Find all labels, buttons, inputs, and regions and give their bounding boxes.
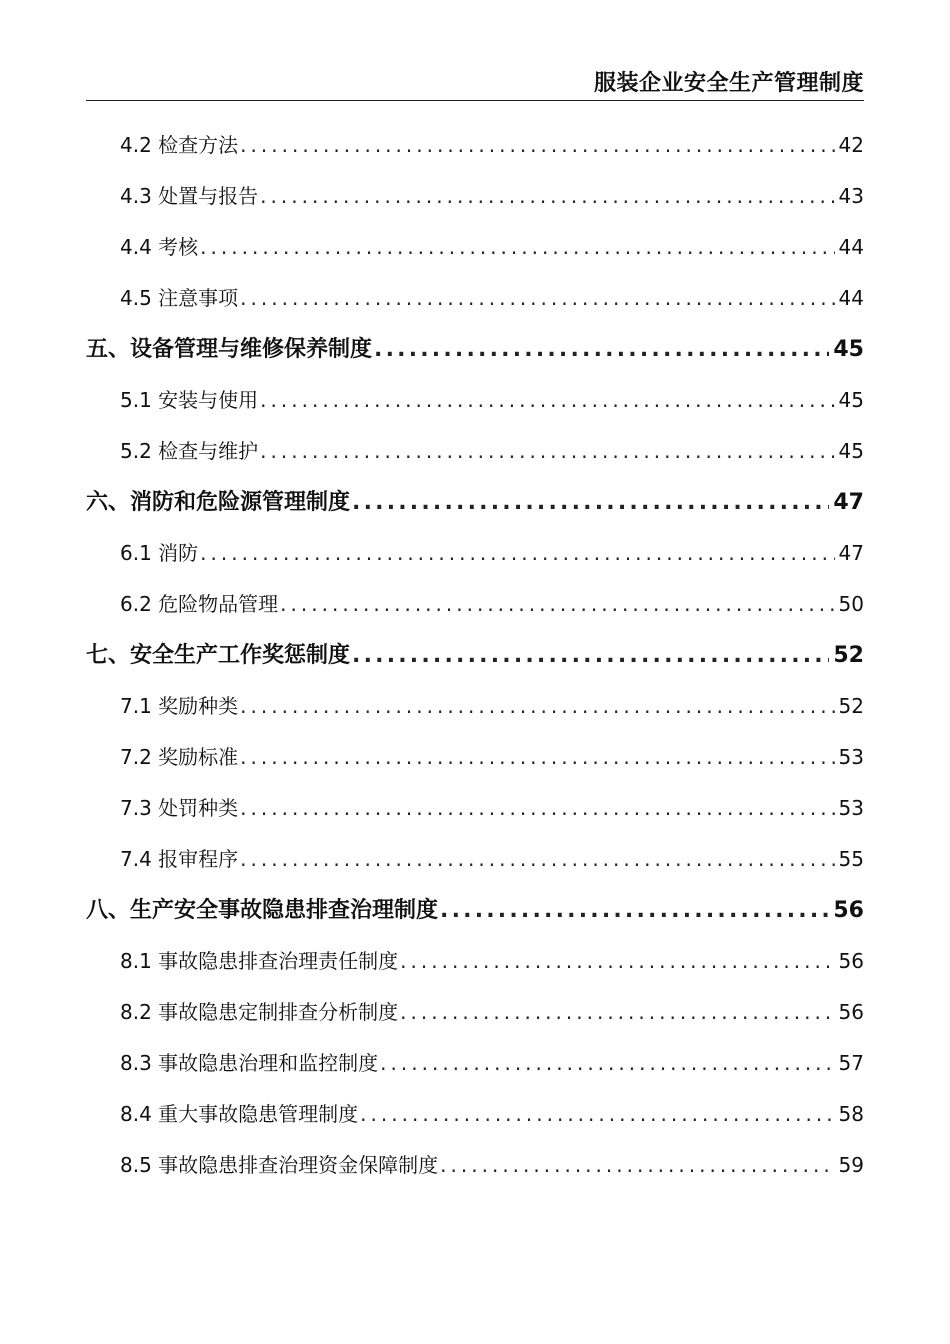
toc-dot-leader [200, 528, 834, 579]
toc-dot-leader [260, 375, 834, 426]
toc-section-entry[interactable] [86, 273, 864, 324]
toc-entry-title: 五、设备管理与维修保养制度 [86, 337, 373, 362]
toc-entry-title: 7.4 报审程序 [120, 847, 239, 871]
toc-section-entry[interactable] [86, 1089, 864, 1140]
toc-dot-leader [280, 579, 834, 630]
toc-page-number: 57 [838, 1051, 864, 1075]
toc-section-entry[interactable] [86, 375, 864, 426]
toc-entry-title: 七、安全生产工作奖惩制度 [86, 643, 351, 668]
toc-chapter-entry[interactable] [86, 324, 864, 375]
toc-entry-title: 4.4 考核 [120, 235, 199, 259]
toc-page-number: 58 [838, 1102, 864, 1126]
toc-page-number: 53 [838, 796, 864, 820]
toc-page-number: 53 [838, 745, 864, 769]
toc-entry-title: 4.5 注意事项 [120, 286, 239, 310]
toc-entry-title: 8.3 事故隐患治理和监控制度 [120, 1051, 379, 1075]
toc-entry-title: 8.4 重大事故隐患管理制度 [120, 1102, 359, 1126]
toc-dot-leader [440, 1140, 834, 1191]
toc-dot-leader [400, 936, 834, 987]
toc-entry-title: 六、消防和危险源管理制度 [86, 490, 351, 515]
toc-entry-title: 8.5 事故隐患排查治理资金保障制度 [120, 1153, 439, 1177]
toc-chapter-entry[interactable] [86, 630, 864, 681]
toc-dot-leader [200, 222, 834, 273]
toc-page-number: 45 [838, 388, 864, 412]
toc-entry-title: 7.2 奖励标准 [120, 745, 239, 769]
toc-section-entry[interactable] [86, 783, 864, 834]
toc-dot-leader [240, 783, 834, 834]
toc-section-entry[interactable] [86, 426, 864, 477]
toc-page-number: 42 [838, 133, 864, 157]
toc-section-entry[interactable] [86, 936, 864, 987]
toc-page-number: 56 [833, 898, 864, 923]
toc-section-entry[interactable] [86, 834, 864, 885]
toc-page-number: 56 [838, 1000, 864, 1024]
toc-chapter-entry[interactable] [86, 477, 864, 528]
toc-section-entry[interactable] [86, 732, 864, 783]
toc-page-number: 50 [838, 592, 864, 616]
toc-page-number: 45 [838, 439, 864, 463]
toc-entry-title: 八、生产安全事故隐患排查治理制度 [86, 898, 439, 923]
toc-dot-leader [240, 273, 834, 324]
toc-dot-leader [400, 987, 834, 1038]
toc-page-number: 47 [833, 490, 864, 515]
toc-entry-title: 6.1 消防 [120, 541, 199, 565]
toc-section-entry[interactable] [86, 1140, 864, 1191]
toc-section-entry[interactable] [86, 1038, 864, 1089]
toc-entry-title: 5.1 安装与使用 [120, 388, 259, 412]
toc-section-entry[interactable] [86, 120, 864, 171]
toc-section-entry[interactable] [86, 681, 864, 732]
toc-dot-leader [240, 120, 834, 171]
toc-dot-leader [440, 885, 829, 936]
toc-dot-leader [352, 630, 829, 681]
toc-dot-leader [352, 477, 829, 528]
toc-dot-leader [260, 171, 834, 222]
toc-page-number: 55 [838, 847, 864, 871]
toc-page-number: 59 [838, 1153, 864, 1177]
toc-dot-leader [380, 1038, 834, 1089]
toc-dot-leader [360, 1089, 834, 1140]
toc-page-number: 44 [838, 235, 864, 259]
toc-dot-leader [374, 324, 829, 375]
toc-section-entry[interactable] [86, 987, 864, 1038]
toc-section-entry[interactable] [86, 528, 864, 579]
document-title: 服装企业安全生产管理制度 [593, 71, 864, 96]
toc-section-entry[interactable] [86, 171, 864, 222]
toc-page-number: 52 [838, 694, 864, 718]
toc-entry-title: 8.2 事故隐患定制排查分析制度 [120, 1000, 399, 1024]
table-of-contents [86, 120, 864, 1191]
toc-entry-title: 4.3 处置与报告 [120, 184, 259, 208]
toc-page-number: 43 [838, 184, 864, 208]
toc-entry-title: 4.2 检查方法 [120, 133, 239, 157]
toc-entry-title: 6.2 危险物品管理 [120, 592, 279, 616]
toc-section-entry[interactable] [86, 222, 864, 273]
toc-dot-leader [260, 426, 834, 477]
toc-page-number: 45 [833, 337, 864, 362]
toc-section-entry[interactable] [86, 579, 864, 630]
toc-page-number: 52 [833, 643, 864, 668]
page-header [86, 70, 864, 101]
toc-page-number: 47 [838, 541, 864, 565]
toc-entry-title: 7.1 奖励种类 [120, 694, 239, 718]
toc-entry-title: 8.1 事故隐患排查治理责任制度 [120, 949, 399, 973]
toc-dot-leader [240, 732, 834, 783]
toc-dot-leader [240, 681, 834, 732]
toc-dot-leader [240, 834, 834, 885]
toc-chapter-entry[interactable] [86, 885, 864, 936]
toc-entry-title: 5.2 检查与维护 [120, 439, 259, 463]
toc-page-number: 44 [838, 286, 864, 310]
toc-page-number: 56 [838, 949, 864, 973]
toc-entry-title: 7.3 处罚种类 [120, 796, 239, 820]
